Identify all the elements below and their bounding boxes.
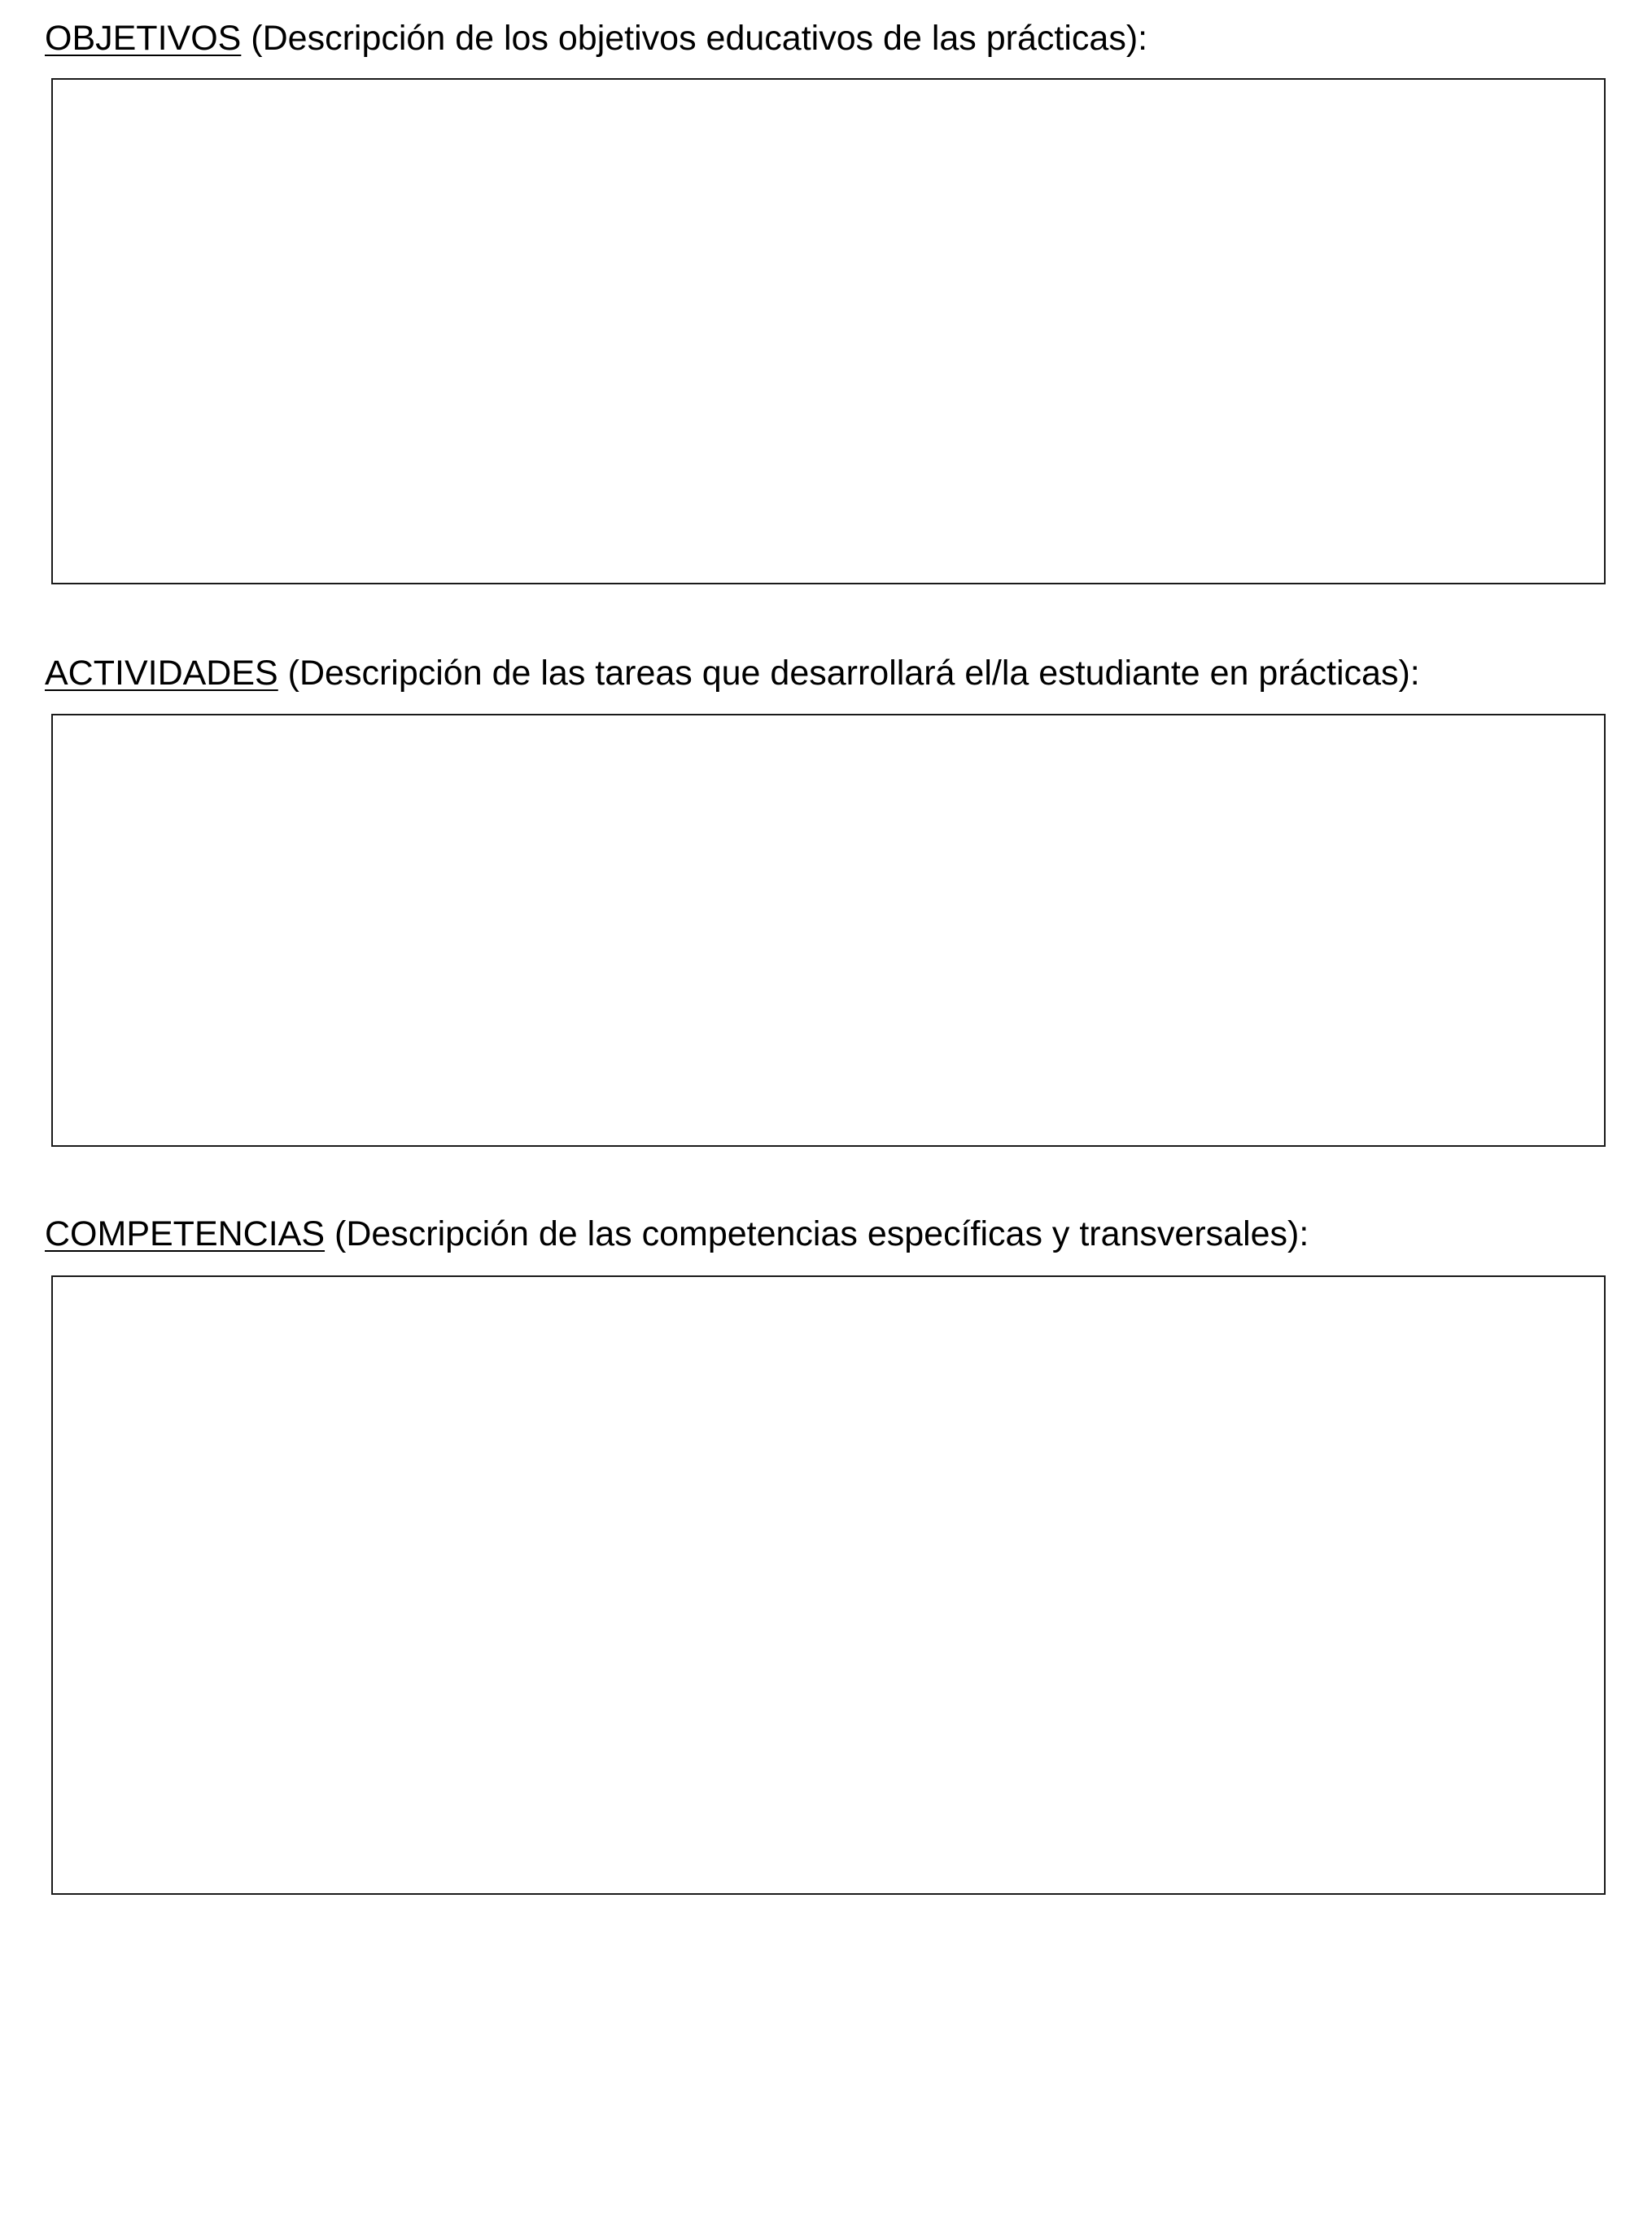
competencias-heading — [45, 1214, 1309, 1253]
objetivos-heading-keyword: OBJETIVOS — [45, 19, 242, 58]
objetivos-heading — [45, 21, 1147, 56]
objetivos-text-box[interactable] — [51, 78, 1606, 584]
competencias-text-box[interactable] — [51, 1275, 1606, 1895]
competencias-heading-keyword: COMPETENCIAS — [45, 1214, 326, 1253]
actividades-heading — [45, 656, 1420, 691]
actividades-heading-description: (Descripción de las tareas que desarrollará el/la estudiante en prácticas): — [278, 654, 1420, 693]
actividades-heading-keyword: ACTIVIDADES — [45, 654, 278, 693]
actividades-text-box[interactable] — [51, 714, 1606, 1147]
objetivos-heading-description: (Descripción de los objetivos educativos de las prácticas): — [241, 19, 1148, 58]
competencias-heading-description: (Descripción de las competencias específicas y transversales): — [325, 1214, 1309, 1253]
